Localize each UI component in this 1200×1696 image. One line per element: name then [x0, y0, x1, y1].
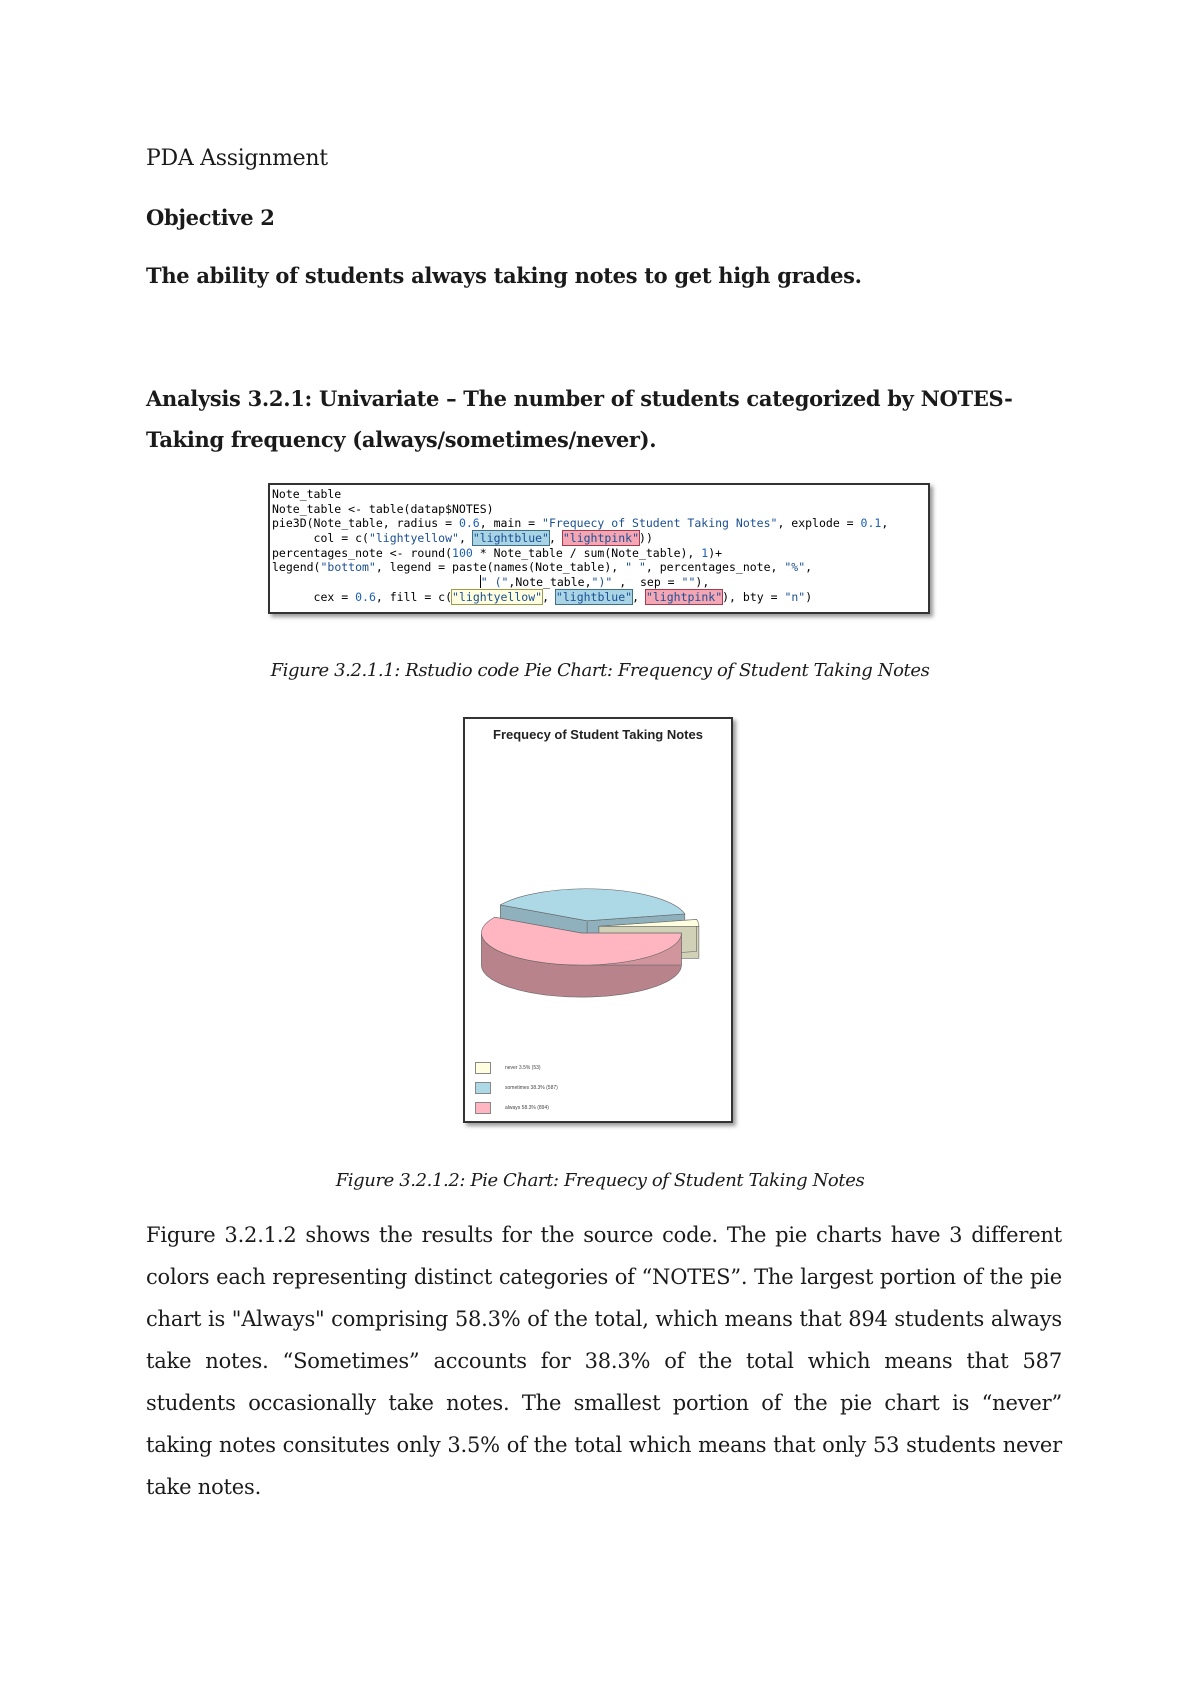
code-figure-caption: Figure 3.2.1.1: Rstudio code Pie Chart: Frequency of Student Taking Notes	[270, 660, 930, 681]
code-screenshot	[268, 483, 930, 614]
legend-swatch-always	[475, 1102, 491, 1114]
legend-swatch-never	[475, 1062, 491, 1074]
code-line-2: Note_table <- table(datap$NOTES)	[272, 501, 494, 516]
chart-legend	[475, 1058, 558, 1118]
code-line-8: cex = 0.6, fill = c("lightyellow", "lightblue", "lightpink"), bty = "n")	[272, 589, 813, 604]
code-line-4: col = c("lightyellow", "lightblue", "lightpink"))	[272, 531, 653, 546]
objective-title: Objective 2	[146, 205, 275, 230]
pie-chart-figure	[463, 717, 733, 1123]
legend-item-always	[475, 1098, 558, 1118]
analysis-heading: Analysis 3.2.1: Univariate – The number of students categorized by NOTES-Taking frequency (always/sometimes/never).	[146, 386, 1013, 452]
objective-subtitle: The ability of students always taking notes to get high grades.	[146, 263, 862, 288]
document-header: PDA Assignment	[146, 146, 328, 171]
legend-item-sometimes	[475, 1078, 558, 1098]
code-line-7: " (",Note_table,")" , sep = ""),	[480, 575, 710, 590]
legend-label-never: never 3.5% (53)	[505, 1065, 541, 1071]
body-paragraph: Figure 3.2.1.2 shows the results for the source code. The pie charts have 3 different colors each representing distinct categories of “NOTES”. The largest portion of the pie chart is "Always" comprising 58.3% of the total, which means that 894 students always take notes. “Sometimes” accounts for 38.3% of the total which means that 587 students occasionally take notes. The smallest portion of the pie chart is “never” taking notes consitutes only 3.5% of the total which means that only 53 students never take notes.	[146, 1223, 1062, 1499]
chart-figure-caption: Figure 3.2.1.2: Pie Chart: Frequecy of Student Taking Notes	[335, 1170, 865, 1191]
chart-title: Frequecy of Student Taking Notes	[493, 727, 703, 742]
legend-label-always: always 58.3% (894)	[505, 1105, 549, 1111]
legend-label-sometimes: sometimes 38.3% (587)	[505, 1085, 558, 1091]
code-line-6: legend("bottom", legend = paste(names(Note_table), " ", percentages_note, "%",	[272, 560, 813, 575]
legend-item-never	[475, 1058, 558, 1078]
code-line-1: Note_table	[272, 487, 342, 501]
code-line-3: pie3D(Note_table, radius = 0.6, main = "Frequecy of Student Taking Notes", explode = 0.1,	[272, 516, 889, 531]
legend-swatch-sometimes	[475, 1082, 491, 1094]
code-line-5: percentages_note <- round(100 * Note_table / sum(Note_table), 1)+	[272, 545, 723, 560]
